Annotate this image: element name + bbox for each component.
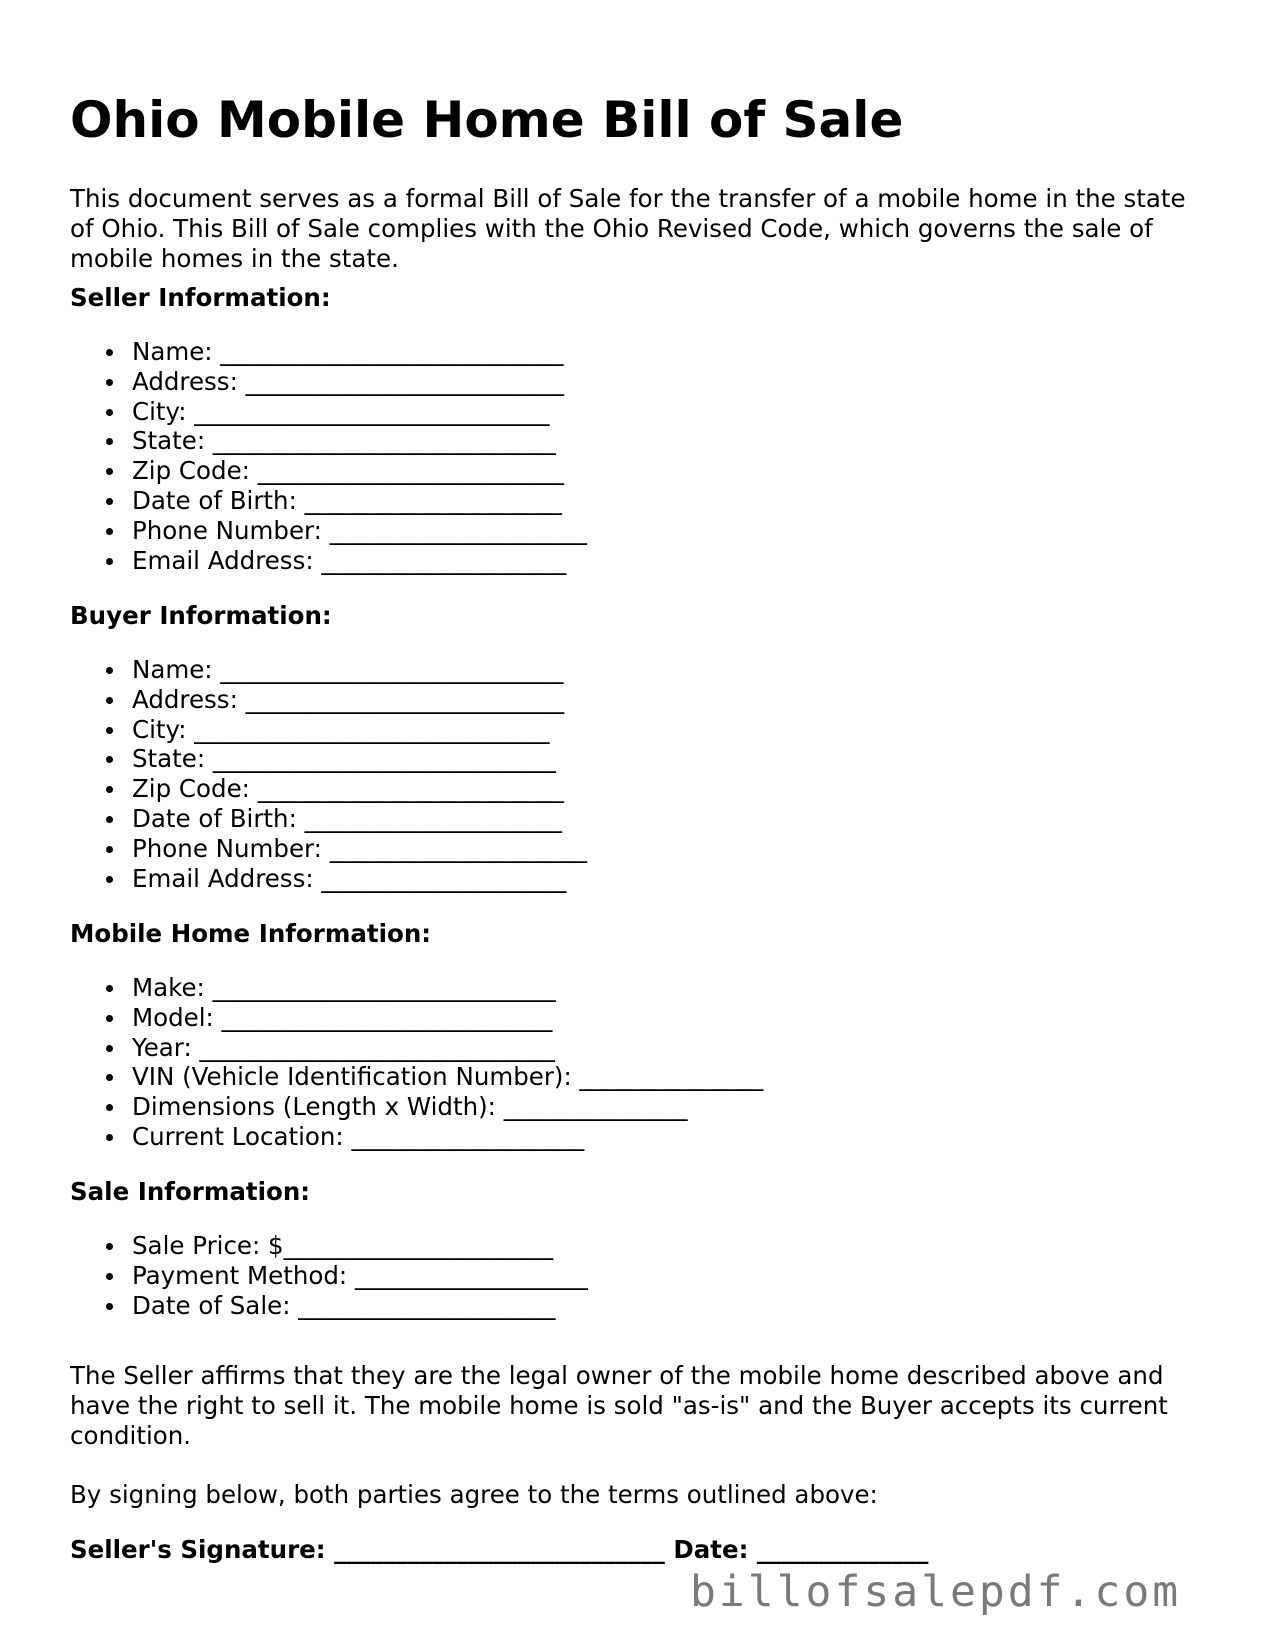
vin-field: VIN (Vehicle Identification Number): _______________	[70, 1062, 763, 1092]
sale-heading: Sale Information:	[70, 1177, 311, 1206]
seller-name-field: Name: ____________________________	[70, 337, 587, 367]
affirmation-paragraph: The Seller affirms that they are the legal owner of the mobile home described above and have the right to sell it. The mobile home is sold "as-is" and the Buyer accepts its current condition.	[70, 1361, 1168, 1450]
agreement-paragraph: By signing below, both parties agree to the terms outlined above:	[70, 1480, 878, 1509]
seller-zip-field: Zip Code: _________________________	[70, 456, 587, 486]
sale-fields	[70, 1231, 588, 1320]
buyer-state-field: State: ____________________________	[70, 744, 587, 774]
make-field: Make: ____________________________	[70, 973, 763, 1003]
seller-state-field: State: ____________________________	[70, 426, 587, 456]
date-of-sale-field: Date of Sale: _____________________	[70, 1291, 588, 1321]
buyer-email-field: Email Address: ____________________	[70, 864, 587, 894]
sale-price-field: Sale Price: $______________________	[70, 1231, 588, 1261]
model-field: Model: ___________________________	[70, 1003, 763, 1033]
intro-paragraph: This document serves as a formal Bill of Sale for the transfer of a mobile home in the state of Ohio. This Bill of Sale complies with the Ohio Revised Code, which governs the sale of mobile homes in the state.	[70, 184, 1186, 273]
signature-line	[70, 1535, 928, 1565]
mobile-home-fields	[70, 973, 763, 1152]
buyer-phone-field: Phone Number: _____________________	[70, 834, 587, 864]
buyer-zip-field: Zip Code: _________________________	[70, 774, 587, 804]
mobile-home-heading: Mobile Home Information:	[70, 919, 432, 948]
current-location-field: Current Location: ___________________	[70, 1122, 763, 1152]
dimensions-field: Dimensions (Length x Width): _______________	[70, 1092, 763, 1122]
seller-address-field: Address: __________________________	[70, 367, 587, 397]
seller-phone-field: Phone Number: _____________________	[70, 516, 587, 546]
seller-dob-field: Date of Birth: _____________________	[70, 486, 587, 516]
seller-fields	[70, 337, 587, 575]
seller-email-field: Email Address: ____________________	[70, 546, 587, 576]
buyer-heading: Buyer Information:	[70, 601, 332, 630]
document-title: Ohio Mobile Home Bill of Sale	[70, 91, 904, 149]
watermark: billofsalepdf.com	[690, 1567, 1182, 1617]
payment-method-field: Payment Method: ___________________	[70, 1261, 588, 1291]
seller-signature-field: Seller's Signature: ___________________________	[70, 1535, 665, 1564]
seller-heading: Seller Information:	[70, 283, 331, 312]
buyer-city-field: City: _____________________________	[70, 715, 587, 745]
buyer-address-field: Address: __________________________	[70, 685, 587, 715]
signature-date-field: Date: ______________	[673, 1535, 929, 1564]
year-field: Year: _____________________________	[70, 1033, 763, 1063]
buyer-dob-field: Date of Birth: _____________________	[70, 804, 587, 834]
buyer-name-field: Name: ____________________________	[70, 655, 587, 685]
seller-city-field: City: _____________________________	[70, 397, 587, 427]
buyer-fields	[70, 655, 587, 893]
